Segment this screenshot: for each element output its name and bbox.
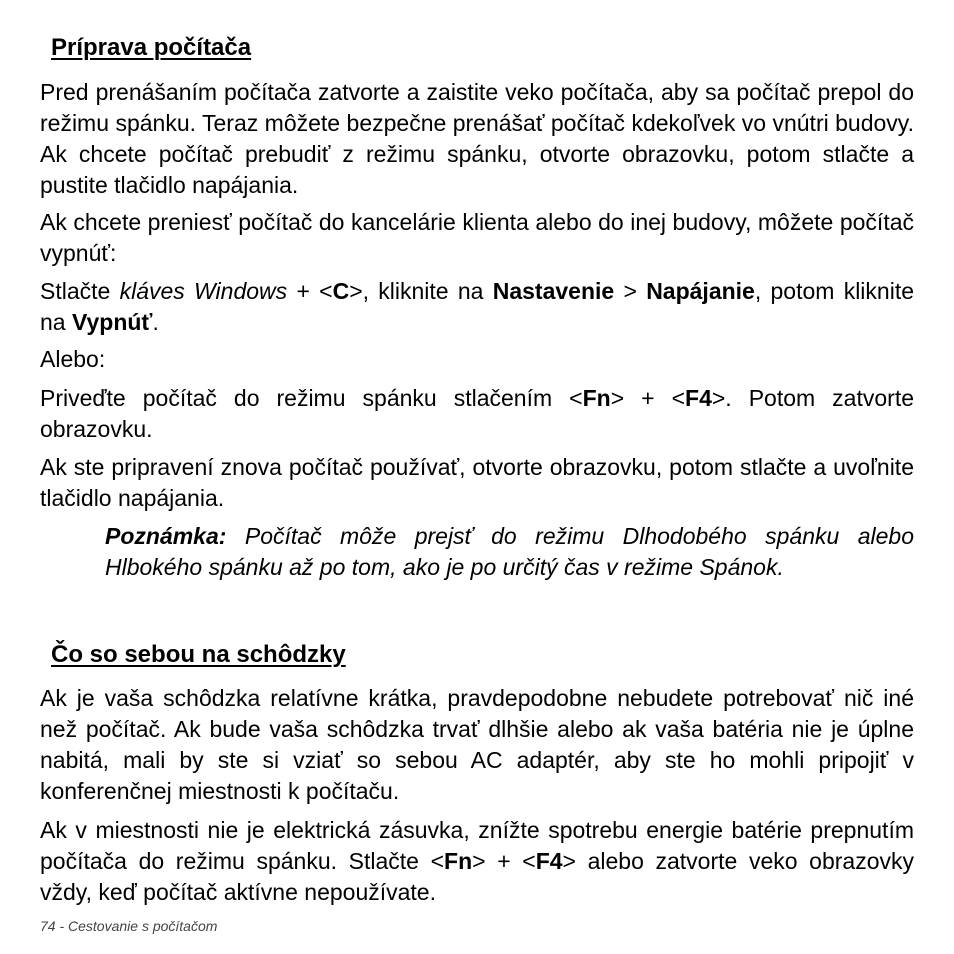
paragraph-shutdown-steps: Stlačte kláves Windows + <C>, kliknite na Nastavenie > Napájanie, potom kliknite na Vypnúť. xyxy=(40,278,914,335)
key-f4: F4 xyxy=(535,848,563,874)
menu-power: Napájanie xyxy=(646,278,755,304)
key-windows: kláves Windows xyxy=(119,278,288,304)
paragraph-no-outlet: Ak v miestnosti nie je elektrická zásuvka, znížte spotrebu energie batérie prepnutím počítača do režimu spánku. Stlačte <Fn> + <F4> alebo zatvorte veko obrazovky vždy, keď počítač aktívne nepoužívate. xyxy=(40,817,914,905)
menu-shutdown: Vypnúť xyxy=(71,309,153,335)
paragraph-or: Alebo: xyxy=(40,346,106,372)
paragraph-meeting-length: Ak je vaša schôdzka relatívne krátka, pravdepodobne nebudete potrebovať nič iné než počítač. Ak bude vaša schôdzka trvať dlhšie alebo ak vaša batéria nie je úplne nabitá, mali by ste si vziať so sebou AC adaptér, aby ste ho mohli pripojiť v konferenčnej miestnosti k počítaču. xyxy=(40,685,914,804)
section-heading-meetings: Čo so sebou na schôdzky xyxy=(51,641,346,668)
note-label: Poznámka: xyxy=(105,523,227,549)
paragraph-moving-to-client: Ak chcete preniesť počítač do kancelárie klienta alebo do inej budovy, môžete počítač vypnúť: xyxy=(40,209,914,266)
section-heading-preparing-computer: Príprava počítača xyxy=(51,34,252,61)
note-text: Počítač môže prejsť do režimu Dlhodobého spánku alebo Hlbokého spánku až po tom, ako je po určitý čas v režime Spánok. xyxy=(105,523,914,580)
key-c: C xyxy=(332,278,350,304)
key-fn: Fn xyxy=(444,848,473,874)
paragraph-sleep-steps: Priveďte počítač do režimu spánku stlačením <Fn> + <F4>. Potom zatvorte obrazovku. xyxy=(40,385,914,442)
page-footer: 74 - Cestovanie s počítačom xyxy=(40,918,218,934)
paragraph-closing-lid: Pred prenášaním počítača zatvorte a zaistite veko počítača, aby sa počítač prepol do režimu spánku. Teraz môžete bezpečne prenášať počítač kdekoľvek vo vnútri budovy. Ak chcete počítač prebudiť z režimu spánku, otvorte obrazovku, potom stlačte a pustite tlačidlo napájania. xyxy=(40,79,914,198)
key-f4: F4 xyxy=(685,385,712,411)
note-hibernate xyxy=(105,521,914,583)
paragraph-resume: Ak ste pripravení znova počítač používať, otvorte obrazovku, potom stlačte a uvoľnite tlačidlo napájania. xyxy=(40,454,914,511)
menu-settings: Nastavenie xyxy=(492,278,615,304)
key-fn: Fn xyxy=(582,385,611,411)
